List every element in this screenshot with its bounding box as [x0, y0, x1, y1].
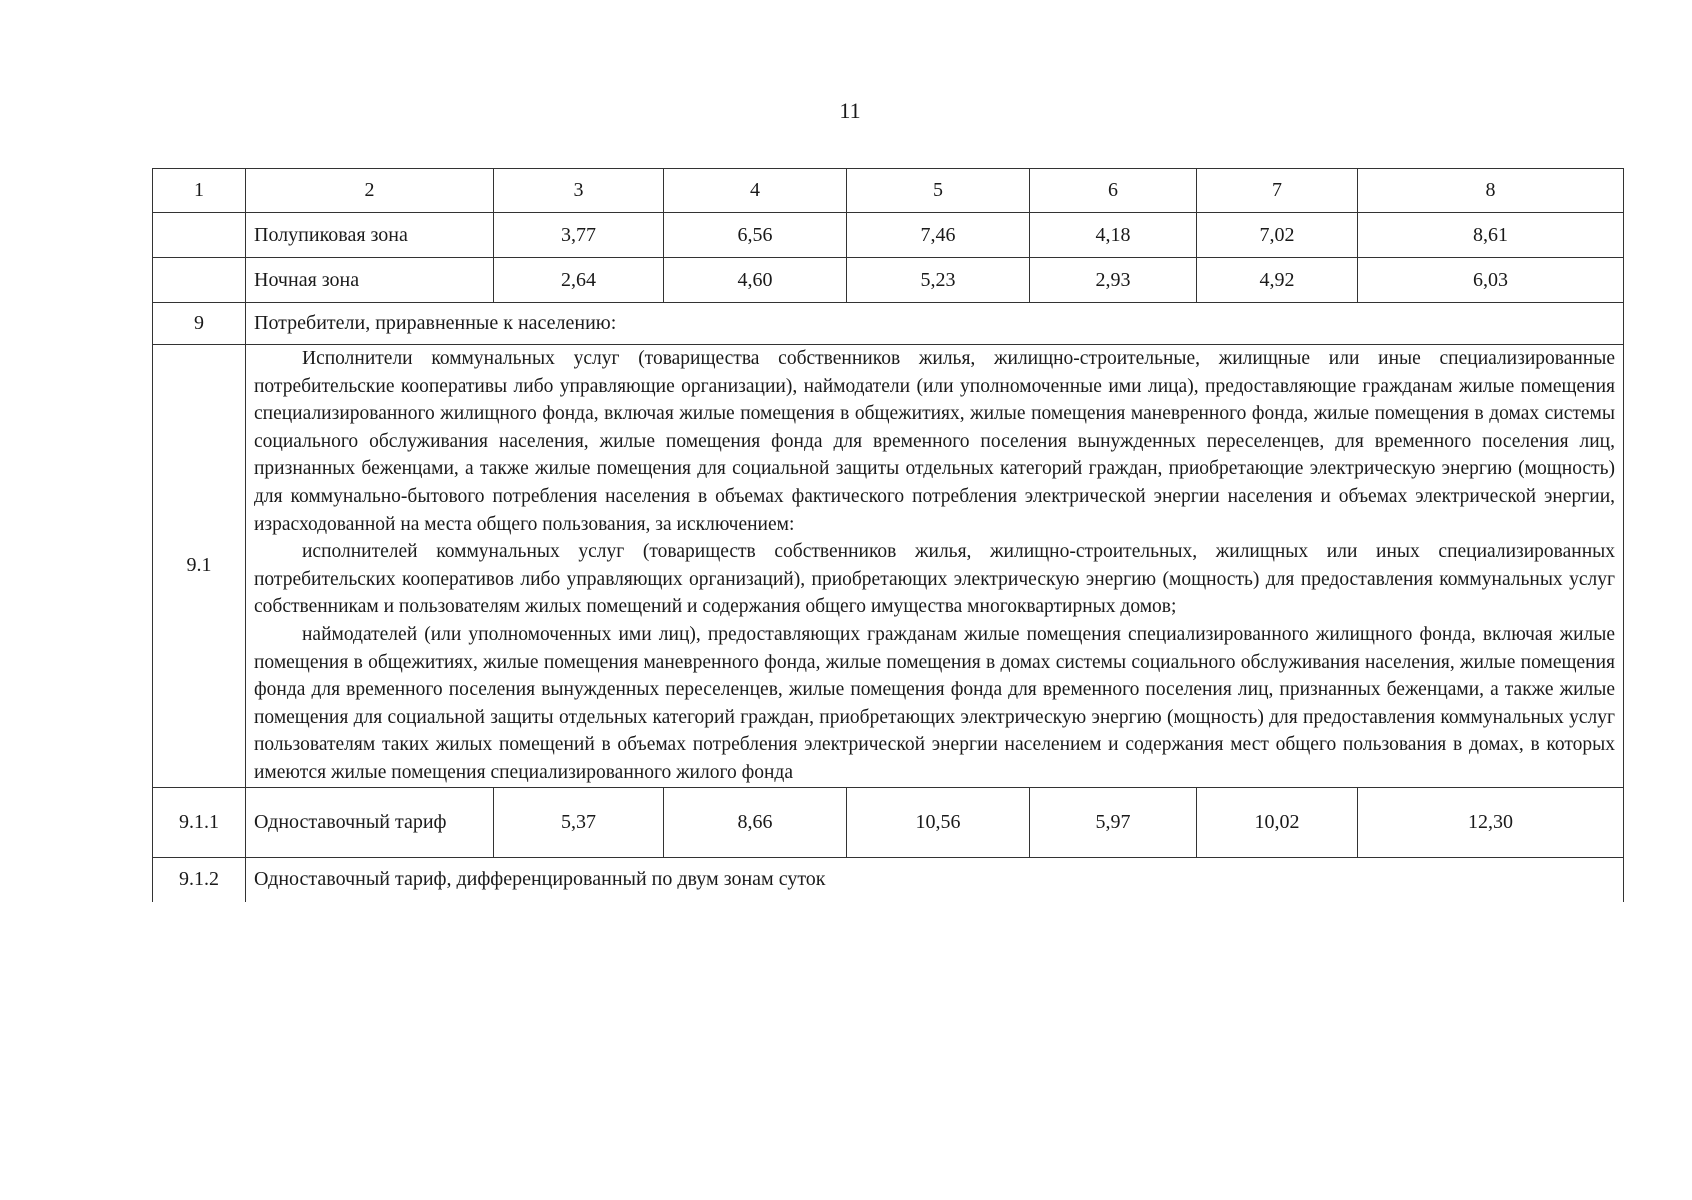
value-cell: 4,92 — [1197, 258, 1358, 303]
table-row-section-9-1 — [153, 345, 1624, 788]
row-number-cell: 9.1.2 — [153, 857, 246, 902]
column-header-8: 8 — [1358, 169, 1624, 213]
value-cell: 3,77 — [494, 213, 664, 258]
value-cell: 4,60 — [664, 258, 847, 303]
value-cell: 2,64 — [494, 258, 664, 303]
row-label: Одноставочный тариф, дифференцированный по двум зонам суток — [246, 857, 1624, 902]
row-label: Ночная зона — [246, 258, 494, 303]
value-cell: 8,66 — [664, 787, 847, 857]
value-cell: 8,61 — [1358, 213, 1624, 258]
value-cell: 10,56 — [847, 787, 1030, 857]
section-heading: Потребители, приравненные к населению: — [246, 303, 1624, 345]
section-description — [246, 345, 1624, 788]
table-row-night — [153, 258, 1624, 303]
column-header-6: 6 — [1030, 169, 1197, 213]
row-label: Полупиковая зона — [246, 213, 494, 258]
tariff-table — [152, 168, 1624, 902]
table-row-semi-peak — [153, 213, 1624, 258]
column-header-5: 5 — [847, 169, 1030, 213]
row-number-cell: 9 — [153, 303, 246, 345]
value-cell: 7,02 — [1197, 213, 1358, 258]
description-paragraph: исполнителей коммунальных услуг (товариществ собственников жилья, жилищно-строительных, жилищных или иных специализированных потребительских кооперативов либо управляющих организаций), приобретающих электрическую энергию (мощность) для предоставления коммунальных услуг собственникам и пользователям жилых помещений и содержания общего имущества многоквартирных домов; — [254, 541, 1615, 618]
value-cell: 7,46 — [847, 213, 1030, 258]
table-row-9-1-1 — [153, 787, 1624, 857]
value-cell: 4,18 — [1030, 213, 1197, 258]
row-number-cell — [153, 258, 246, 303]
value-cell: 5,37 — [494, 787, 664, 857]
header-row — [153, 169, 1624, 213]
column-header-1: 1 — [153, 169, 246, 213]
value-cell: 5,97 — [1030, 787, 1197, 857]
row-number-cell: 9.1 — [153, 345, 246, 788]
column-header-7: 7 — [1197, 169, 1358, 213]
description-paragraph: наймодателей (или уполномоченных ими лиц), предоставляющих гражданам жилые помещения специализированного жилищного фонда, включая жилые помещения в общежитиях, жилые помещения маневренного фонда, жилые помещения в домах системы социального обслуживания населения, жилые помещения фонда для временного поселения вынужденных переселенцев, жилые помещения фонда для временного поселения лиц, признанных беженцами, а также жилые помещения для социальной защиты отдельных категорий граждан, приобретающих электрическую энергию (мощность) для предоставления коммунальных услуг пользователям таких жилых помещений в объемах потребления электрической энергии населением и содержания мест общего пользования в домах, в которых имеются жилые помещения специализированного жилого фонда — [254, 623, 1615, 783]
page-number: 11 — [839, 98, 861, 123]
table-row-section-9 — [153, 303, 1624, 345]
table-row-9-1-2 — [153, 857, 1624, 902]
value-cell: 5,23 — [847, 258, 1030, 303]
value-cell: 2,93 — [1030, 258, 1197, 303]
column-header-2: 2 — [246, 169, 494, 213]
value-cell: 12,30 — [1358, 787, 1624, 857]
column-header-3: 3 — [494, 169, 664, 213]
description-paragraph: Исполнители коммунальных услуг (товарищества собственников жилья, жилищно-строительные, жилищные или иные специализированные потребительские кооперативы либо управляющие организации), наймодатели (или уполномоченные ими лица), предоставляющие гражданам жилые помещения специализированного жилищного фонда, включая жилые помещения в общежитиях, жилые помещения маневренного фонда, жилые помещения в домах системы социального обслуживания населения, жилые помещения фонда для временного поселения вынужденных переселенцев, для временного поселения лиц, признанных беженцами, а также жилые помещения для социальной защиты отдельных категорий граждан, приобретающие электрическую энергию (мощность) для коммунально-бытового потребления населения в объемах фактического потребления электрической энергии населения и объемах электрической энергии, израсходованной на места общего пользования, за исключением: — [254, 348, 1615, 535]
row-number-cell: 9.1.1 — [153, 787, 246, 857]
column-header-4: 4 — [664, 169, 847, 213]
value-cell: 6,56 — [664, 213, 847, 258]
row-label: Одноставочный тариф — [246, 787, 494, 857]
row-number-cell — [153, 213, 246, 258]
value-cell: 6,03 — [1358, 258, 1624, 303]
value-cell: 10,02 — [1197, 787, 1358, 857]
